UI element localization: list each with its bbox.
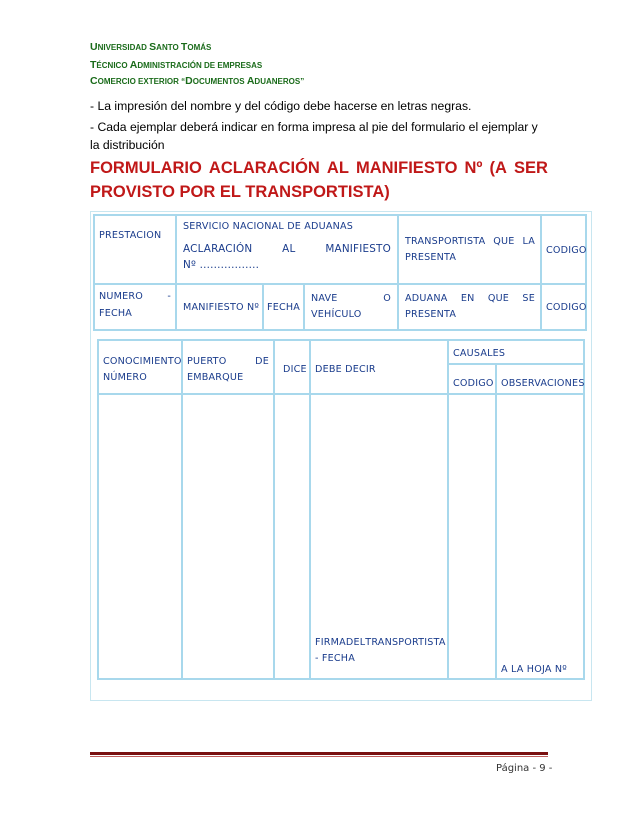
- paragraph-distribution: la distribución: [90, 138, 165, 152]
- footer-rule-thin: [90, 756, 548, 757]
- aclaracion-word: MANIFIESTO: [325, 243, 391, 255]
- header-rest: OMERCIO EXTERIOR “: [97, 77, 186, 86]
- form-border: [397, 214, 399, 331]
- dice-label: DICE: [283, 364, 307, 375]
- paragraph-print-name: - La impresión del nombre y del código debe hacerse en letras negras.: [90, 99, 472, 113]
- title-word: SER: [514, 159, 548, 177]
- causales-label: CAUSALES: [453, 348, 506, 359]
- conocimiento-label: CONOCIMIENTO: [103, 356, 182, 367]
- firma-word: DEL: [345, 637, 366, 648]
- presenta-label: PRESENTA: [405, 252, 457, 263]
- form-border: [93, 214, 587, 216]
- firma-word: FIRMA: [315, 637, 346, 648]
- form-title-line1: [90, 159, 548, 178]
- transportista-word: TRANSPORTISTA: [405, 236, 486, 247]
- puerto-word: DE: [255, 356, 269, 367]
- form-border: [181, 339, 183, 680]
- title-word: MANIFIESTO: [355, 159, 458, 177]
- header-cap: A: [246, 75, 255, 87]
- header-course: [90, 71, 304, 89]
- header-rest: OMÁS: [187, 43, 212, 52]
- header-cap: C: [90, 75, 98, 87]
- header-cap: A: [129, 59, 138, 71]
- header-rest: ANTO: [156, 43, 181, 52]
- form-border: [93, 283, 587, 285]
- form-border: [262, 283, 264, 331]
- codigo-2-label: CODIGO: [546, 302, 587, 313]
- nave-label: [311, 291, 391, 306]
- form-border: [309, 339, 311, 680]
- page-number: Página - 9 -: [496, 763, 553, 774]
- header-rest: NIVERSIDAD: [97, 43, 150, 52]
- firma-fecha-label: - FECHA: [315, 653, 355, 664]
- prestacion-label: PRESTACION: [99, 230, 162, 241]
- aduana-word: EN: [460, 293, 475, 304]
- embarque-label: EMBARQUE: [187, 372, 244, 383]
- header-university: [90, 37, 211, 55]
- aduana-word: SE: [522, 293, 535, 304]
- aduana-word: QUE: [487, 293, 510, 304]
- paragraph-copy-indication: - Cada ejemplar deberá indicar en forma impresa al pie del formulario el ejemplar y: [90, 120, 538, 134]
- header-cap: T: [180, 41, 188, 53]
- codigo-3-label: CODIGO: [453, 378, 494, 389]
- form-title-line2: PROVISTO POR EL TRANSPORTISTA): [90, 183, 390, 201]
- fecha-label: FECHA: [99, 308, 133, 319]
- header-cap: D: [185, 75, 193, 87]
- header-rest: OCUMENTOS: [192, 77, 247, 86]
- manifiesto-no-label: MANIFIESTO Nº: [183, 302, 260, 313]
- form-border: [175, 214, 177, 331]
- form-border: [273, 339, 275, 680]
- header-rest: ÉCNICO: [96, 61, 130, 70]
- footer-rule: [90, 752, 548, 755]
- header-cap: T: [90, 59, 97, 71]
- title-word: AL: [326, 159, 349, 177]
- puerto-label: [187, 354, 269, 369]
- aclaracion-label: [183, 242, 391, 257]
- numero-blank: Nº .................: [183, 259, 260, 271]
- debe-decir-label: DEBE DECIR: [315, 364, 376, 375]
- form-border: [97, 339, 99, 680]
- aduana-label: [405, 291, 535, 306]
- form-border: [93, 329, 587, 331]
- form-border: [97, 678, 585, 680]
- puerto-word: PUERTO: [187, 356, 227, 367]
- form-border: [97, 393, 585, 395]
- header-rest: DUANEROS”: [254, 77, 305, 86]
- observaciones-label: OBSERVACIONES: [501, 378, 585, 389]
- title-word: ACLARACIÓN: [208, 159, 320, 177]
- numero-2-label: NÚMERO: [103, 372, 147, 383]
- form-border: [303, 283, 305, 331]
- form-border: [540, 214, 542, 331]
- firma-label: [315, 635, 445, 650]
- header-cap: U: [90, 41, 98, 53]
- transportista-label: [405, 234, 535, 249]
- vehiculo-label: VEHÍCULO: [311, 309, 362, 320]
- title-word: Nº: [464, 159, 483, 177]
- firma-word: TRANSPORTISTA: [365, 637, 446, 648]
- transportista-word: LA: [522, 236, 535, 247]
- presenta-2-label: PRESENTA: [405, 309, 457, 320]
- aclaracion-word: ACLARACIÓN: [183, 243, 253, 255]
- form-border: [447, 339, 449, 680]
- numero-word: NUMERO: [99, 291, 143, 302]
- numero-dash: -: [167, 291, 171, 302]
- transportista-word: QUE: [493, 236, 515, 247]
- title-word: (A: [489, 159, 507, 177]
- form-border: [93, 214, 95, 331]
- aduana-word: ADUANA: [405, 293, 448, 304]
- aclaracion-word: AL: [282, 243, 296, 255]
- header-cap: S: [149, 41, 157, 53]
- manifest-clarification-form: [90, 211, 592, 701]
- codigo-label: CODIGO: [546, 245, 587, 256]
- form-border: [447, 363, 585, 365]
- form-border: [97, 339, 585, 341]
- servicio-label: SERVICIO NACIONAL DE ADUANAS: [183, 221, 354, 232]
- nave-word: O: [383, 293, 391, 304]
- numero-label: [99, 289, 171, 304]
- title-word: FORMULARIO: [90, 159, 202, 177]
- form-border: [495, 363, 497, 680]
- nave-word: NAVE: [311, 293, 338, 304]
- fecha-col-label: FECHA: [267, 302, 301, 313]
- header-rest: DMINISTRACIÓN DE EMPRESAS: [137, 61, 263, 70]
- a-la-hoja-label: A LA HOJA Nº: [501, 664, 567, 675]
